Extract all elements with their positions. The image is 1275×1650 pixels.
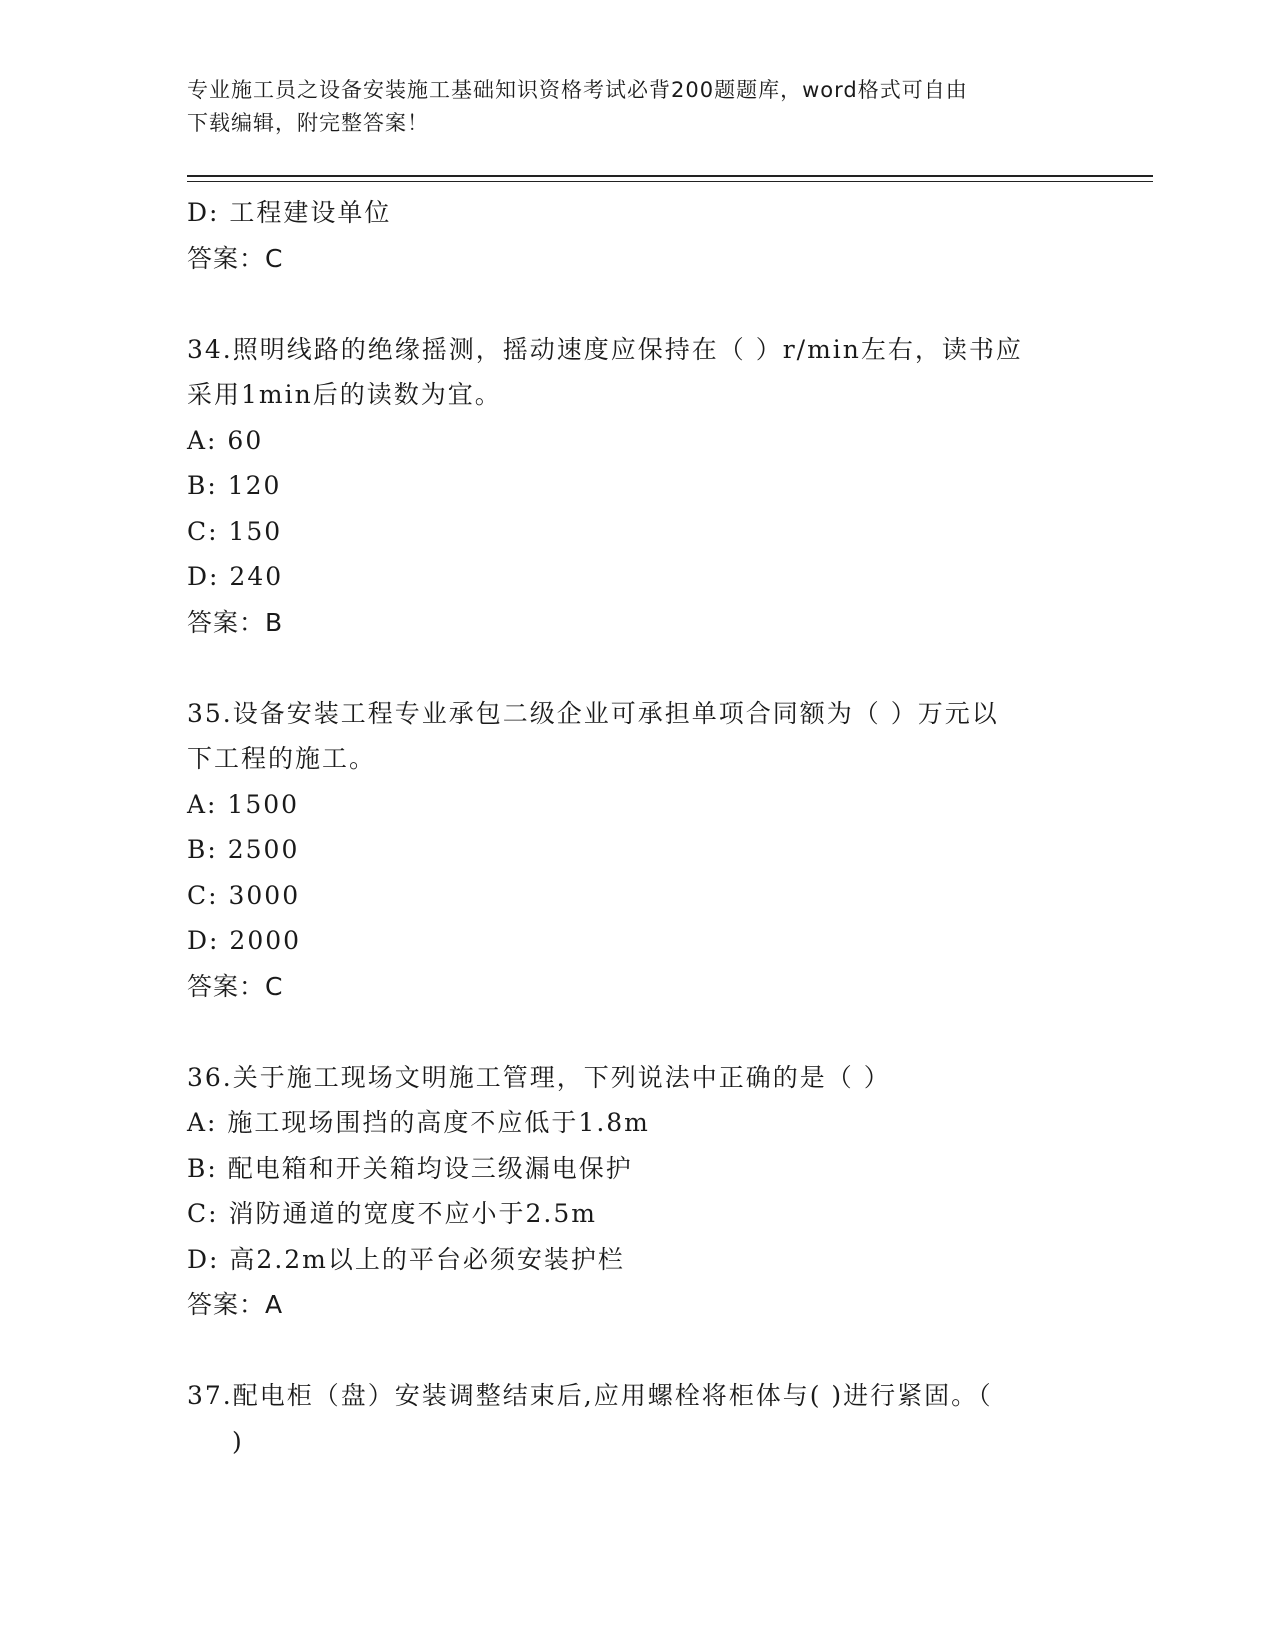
option-a: A: 60 (187, 425, 264, 455)
question-stem-cont: 采用1min后的读数为宜。 (187, 380, 502, 409)
question-34 (187, 327, 1087, 646)
option-a: A: 施工现场围挡的高度不应低于1.8m (187, 1108, 650, 1137)
spacer (187, 281, 1087, 327)
question-content (187, 190, 1087, 1464)
question-37 (187, 1373, 1087, 1464)
question-36 (187, 1055, 1087, 1328)
spacer (187, 645, 1087, 691)
option-c: C: 150 (187, 516, 283, 546)
option-d: D: 2000 (187, 926, 302, 955)
answer: 答案：B (187, 607, 284, 637)
question-stem: 34.照明线路的绝缘摇测，摇动速度应保持在（ ）r/min左右，读书应 (187, 334, 1023, 364)
answer: 答案：C (187, 971, 284, 1001)
header-rule-thick (187, 175, 1153, 177)
option-c: C: 3000 (187, 880, 301, 910)
option-a: A: 1500 (187, 789, 300, 819)
spacer (187, 1009, 1087, 1055)
prev-option-d: D: 工程建设单位 (187, 198, 392, 227)
question-stem-cont: 下工程的施工。 (187, 744, 377, 773)
question-35 (187, 691, 1087, 1010)
header-rule-thin (187, 181, 1153, 182)
question-stem: 36.关于施工现场文明施工管理，下列说法中正确的是（ ） (187, 1062, 891, 1092)
header-line-2: 下载编辑，附完整答案！ (187, 111, 429, 135)
option-b: B: 120 (187, 471, 282, 500)
option-b: B: 配电箱和开关箱均设三级漏电保护 (187, 1153, 633, 1183)
option-b: B: 2500 (187, 835, 300, 864)
question-stem-cont: ) (232, 1426, 244, 1456)
header-line-1: 专业施工员之设备安装施工基础知识资格考试必背200题题库，word格式可自由 (187, 78, 968, 102)
option-d: D: 高2.2m以上的平台必须安装护栏 (187, 1244, 625, 1274)
question-stem: 35.设备安装工程专业承包二级企业可承担单项合同额为（ ）万元以 (187, 698, 999, 728)
spacer (187, 1328, 1087, 1374)
option-c: C: 消防通道的宽度不应小于2.5m (187, 1199, 597, 1228)
prev-answer: 答案：C (187, 243, 284, 273)
question-stem: 37.配电柜（盘）安装调整结束后,应用螺栓将柜体与( )进行紧固。（ (187, 1381, 993, 1410)
option-d: D: 240 (187, 562, 284, 591)
answer: 答案：A (187, 1290, 284, 1319)
page-header (187, 74, 1087, 140)
